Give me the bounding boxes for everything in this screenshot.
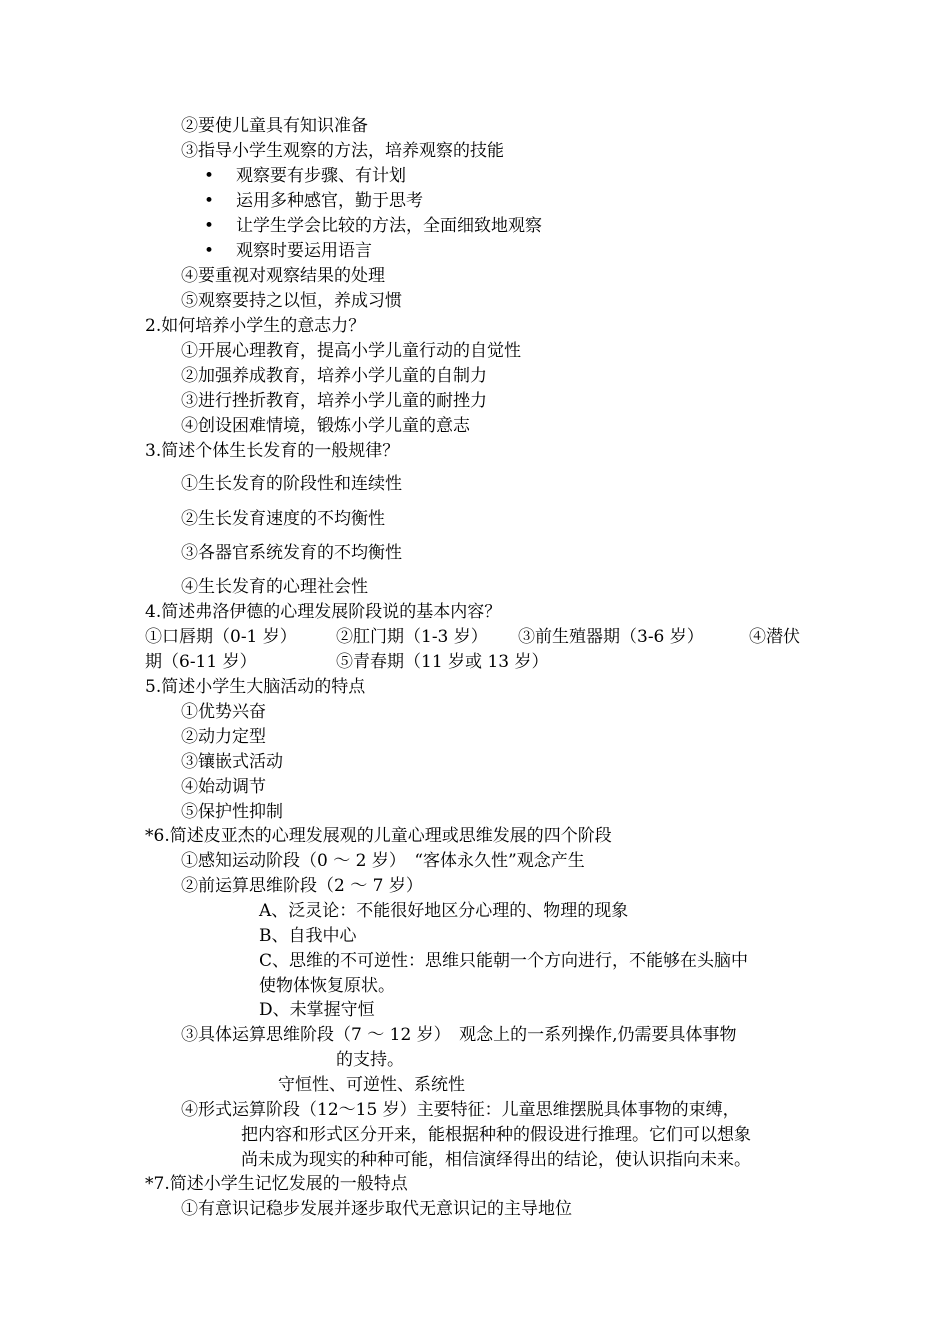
piaget-stage-2-b: B、自我中心 bbox=[259, 926, 357, 946]
q2-item-3: ③进行挫折教育，培养小学儿童的耐挫力 bbox=[181, 391, 487, 411]
observation-bullet-4: 观察时要运用语言 bbox=[236, 241, 372, 261]
q5-item-4: ④始动调节 bbox=[181, 777, 266, 797]
q5-item-5: ⑤保护性抑制 bbox=[181, 802, 283, 822]
observation-item-4: ④要重视对观察结果的处理 bbox=[181, 266, 385, 286]
freud-stage-latency-cont: 期（6-11 岁） bbox=[145, 652, 257, 672]
freud-stage-genital: ⑤青春期（11 岁或 13 岁） bbox=[336, 652, 549, 672]
question-7-title: *7.简述小学生记忆发展的一般特点 bbox=[145, 1174, 408, 1194]
observation-bullet-3: 让学生学会比较的方法，全面细致地观察 bbox=[236, 216, 542, 236]
piaget-stage-2-d: D、未掌握守恒 bbox=[259, 1000, 375, 1020]
q2-item-2: ②加强养成教育，培养小学儿童的自制力 bbox=[181, 366, 487, 386]
question-6-title: *6.简述皮亚杰的心理发展观的儿童心理或思维发展的四个阶段 bbox=[145, 826, 612, 846]
piaget-stage-2-c: C、思维的不可逆性：思维只能朝一个方向进行，不能够在头脑中 bbox=[259, 951, 749, 971]
q5-item-1: ①优势兴奋 bbox=[181, 702, 266, 722]
q5-item-2: ②动力定型 bbox=[181, 727, 266, 747]
piaget-stage-2-a: A、泛灵论：不能很好地区分心理的、物理的现象 bbox=[259, 901, 629, 921]
q5-item-3: ③镶嵌式活动 bbox=[181, 752, 283, 772]
q2-item-4: ④创设困难情境，锻炼小学儿童的意志 bbox=[181, 416, 470, 436]
piaget-stage-3: ③具体运算思维阶段（7 ～ 12 岁） 观念上的一系列操作,仍需要具体事物 bbox=[181, 1025, 737, 1045]
piaget-stage-4-cont-2: 尚未成为现实的种种可能，相信演绎得出的结论，使认识指向未来。 bbox=[241, 1150, 751, 1170]
question-3-title: 3.简述个体生长发育的一般规律？ bbox=[145, 441, 400, 461]
observation-item-5: ⑤观察要持之以恒，养成习惯 bbox=[181, 291, 402, 311]
q3-item-3: ③各器官系统发育的不均衡性 bbox=[181, 543, 402, 563]
q3-item-1: ①生长发育的阶段性和连续性 bbox=[181, 474, 402, 494]
freud-stage-phallic: ③前生殖器期（3-6 岁） bbox=[518, 627, 704, 647]
piaget-stage-2-c-cont: 使物体恢复原状。 bbox=[259, 976, 395, 996]
observation-bullet-1: 观察要有步骤、有计划 bbox=[236, 166, 406, 186]
q2-item-1: ①开展心理教育，提高小学儿童行动的自觉性 bbox=[181, 341, 521, 361]
bullet-icon: • bbox=[204, 166, 215, 186]
piaget-stage-1: ①感知运动阶段（0 ～ 2 岁） “客体永久性”观念产生 bbox=[181, 851, 585, 871]
piaget-stage-3-cont: 的支持。 bbox=[336, 1050, 404, 1070]
piaget-stage-4-cont-1: 把内容和形式区分开来，能根据种种的假设进行推理。它们可以想象 bbox=[241, 1125, 751, 1145]
piaget-stage-3-features: 守恒性、可逆性、系统性 bbox=[278, 1075, 465, 1095]
freud-stage-anal: ②肛门期（1-3 岁） bbox=[336, 627, 488, 647]
question-5-title: 5.简述小学生大脑活动的特点 bbox=[145, 677, 366, 697]
q7-item-1: ①有意识记稳步发展并逐步取代无意识记的主导地位 bbox=[181, 1199, 572, 1219]
observation-item-2: ②要使儿童具有知识准备 bbox=[181, 116, 368, 136]
question-4-title: 4.简述弗洛伊德的心理发展阶段说的基本内容？ bbox=[145, 602, 502, 622]
freud-stage-oral: ①口唇期（0-1 岁） bbox=[145, 627, 297, 647]
piaget-stage-2: ②前运算思维阶段（2 ～ 7 岁） bbox=[181, 876, 423, 896]
question-2-title: 2.如何培养小学生的意志力？ bbox=[145, 316, 366, 336]
bullet-icon: • bbox=[204, 241, 215, 261]
bullet-icon: • bbox=[204, 191, 215, 211]
observation-bullet-2: 运用多种感官，勤于思考 bbox=[236, 191, 423, 211]
observation-item-3: ③指导小学生观察的方法，培养观察的技能 bbox=[181, 141, 504, 161]
q3-item-4: ④生长发育的心理社会性 bbox=[181, 577, 368, 597]
freud-stage-latency: ④潜伏 bbox=[749, 627, 800, 647]
q3-item-2: ②生长发育速度的不均衡性 bbox=[181, 509, 385, 529]
piaget-stage-4: ④形式运算阶段（12～15 岁）主要特征：儿童思维摆脱具体事物的束缚， bbox=[181, 1100, 740, 1120]
bullet-icon: • bbox=[204, 216, 215, 236]
